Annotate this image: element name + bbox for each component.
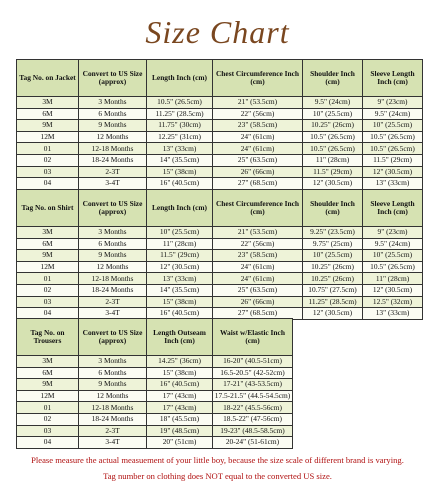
table-cell: 10.25" (26cm) bbox=[303, 273, 363, 285]
table-cell: 25" (63.5cm) bbox=[213, 284, 303, 296]
table-cell: 6M bbox=[17, 238, 79, 250]
table-cell: 18-24 Months bbox=[79, 413, 147, 425]
table-cell: 3-4T bbox=[79, 178, 147, 190]
column-header: Tag No. on Jacket bbox=[17, 60, 79, 97]
table-cell: 19-23" (48.5-58.5cm) bbox=[213, 425, 293, 437]
table-cell: 3 Months bbox=[79, 356, 147, 368]
table-cell: 01 bbox=[17, 273, 79, 285]
table-row bbox=[17, 143, 423, 155]
table-cell: 23" (58.5cm) bbox=[213, 250, 303, 262]
table-cell: 10.25" (26cm) bbox=[303, 261, 363, 273]
table-cell: 9 Months bbox=[79, 120, 147, 132]
shirt-header-row bbox=[17, 190, 423, 227]
column-header: Length Outseam Inch (cm) bbox=[147, 319, 213, 356]
table-cell: 11.75" (30cm) bbox=[147, 120, 213, 132]
table-cell: 12.5" (32cm) bbox=[363, 296, 423, 308]
trousers-size-table bbox=[16, 318, 293, 449]
table-cell: 6 Months bbox=[79, 108, 147, 120]
table-cell: 9.25" (23.5cm) bbox=[303, 227, 363, 239]
table-row bbox=[17, 97, 423, 109]
table-cell: 15" (38cm) bbox=[147, 166, 213, 178]
table-cell: 10.75" (27.5cm) bbox=[303, 284, 363, 296]
table-cell: 21" (53.5cm) bbox=[213, 97, 303, 109]
table-cell: 12" (30.5cm) bbox=[363, 166, 423, 178]
column-header: Sleeve Length Inch (cm) bbox=[363, 60, 423, 97]
table-cell: 11" (28cm) bbox=[147, 238, 213, 250]
table-cell: 9M bbox=[17, 120, 79, 132]
table-cell: 13" (33cm) bbox=[147, 143, 213, 155]
table-cell: 21" (53.5cm) bbox=[213, 227, 303, 239]
tag-size-note: Tag number on clothing does NOT equal to the converted US size. bbox=[103, 471, 332, 481]
table-cell: 10.5" (26.5cm) bbox=[363, 131, 423, 143]
table-cell: 12" (30.5cm) bbox=[363, 284, 423, 296]
table-cell: 2-3T bbox=[79, 296, 147, 308]
table-cell: 02 bbox=[17, 154, 79, 166]
table-cell: 17-21" (43-53.5cm) bbox=[213, 379, 293, 391]
table-cell: 12" (30.5cm) bbox=[303, 308, 363, 320]
table-cell: 22" (56cm) bbox=[213, 238, 303, 250]
table-cell: 26" (66cm) bbox=[213, 166, 303, 178]
table-cell: 24" (61cm) bbox=[213, 273, 303, 285]
table-cell: 11.5" (29cm) bbox=[363, 154, 423, 166]
table-row bbox=[17, 154, 423, 166]
table-cell: 19" (48.5cm) bbox=[147, 425, 213, 437]
table-cell: 17.5-21.5" (44.5-54.5cm) bbox=[213, 390, 293, 402]
table-cell: 10.5" (26.5cm) bbox=[147, 97, 213, 109]
table-row bbox=[17, 425, 293, 437]
table-cell: 01 bbox=[17, 402, 79, 414]
table-cell: 3-4T bbox=[79, 437, 147, 449]
table-row bbox=[17, 120, 423, 132]
table-cell: 9.5" (24cm) bbox=[363, 238, 423, 250]
table-cell: 9 Months bbox=[79, 250, 147, 262]
table-cell: 9M bbox=[17, 250, 79, 262]
table-cell: 27" (68.5cm) bbox=[213, 308, 303, 320]
column-header: Convert to US Size (approx) bbox=[79, 190, 147, 227]
trousers-header-row bbox=[17, 319, 293, 356]
table-cell: 6M bbox=[17, 108, 79, 120]
table-row bbox=[17, 402, 293, 414]
table-cell: 03 bbox=[17, 166, 79, 178]
table-cell: 20-24" (51-61cm) bbox=[213, 437, 293, 449]
table-cell: 9" (23cm) bbox=[363, 227, 423, 239]
table-cell: 12 Months bbox=[79, 261, 147, 273]
table-cell: 16" (40.5cm) bbox=[147, 379, 213, 391]
table-cell: 12 Months bbox=[79, 131, 147, 143]
table-cell: 11.25" (28.5cm) bbox=[147, 108, 213, 120]
table-row bbox=[17, 437, 293, 449]
table-cell: 6M bbox=[17, 367, 79, 379]
table-cell: 18" (45.5cm) bbox=[147, 413, 213, 425]
table-cell: 14" (35.5cm) bbox=[147, 284, 213, 296]
table-cell: 02 bbox=[17, 413, 79, 425]
measurement-note: Please measure the actual measuement of your little boy, because the size scale of different brand is varying. bbox=[31, 455, 404, 465]
column-header: Convert to US Size (approx) bbox=[79, 60, 147, 97]
table-cell: 15" (38cm) bbox=[147, 296, 213, 308]
table-cell: 03 bbox=[17, 296, 79, 308]
table-cell: 3M bbox=[17, 97, 79, 109]
table-cell: 9.5" (24cm) bbox=[303, 97, 363, 109]
table-cell: 3 Months bbox=[79, 97, 147, 109]
table-cell: 3M bbox=[17, 356, 79, 368]
table-cell: 3 Months bbox=[79, 227, 147, 239]
table-cell: 9 Months bbox=[79, 379, 147, 391]
table-cell: 10" (25.5cm) bbox=[363, 120, 423, 132]
table-cell: 9.5" (24cm) bbox=[363, 108, 423, 120]
table-cell: 12" (30.5cm) bbox=[147, 261, 213, 273]
table-cell: 11.5" (29cm) bbox=[147, 250, 213, 262]
column-header: Chest Circumference Inch (cm) bbox=[213, 190, 303, 227]
table-cell: 10" (25.5cm) bbox=[303, 250, 363, 262]
table-cell: 04 bbox=[17, 308, 79, 320]
table-cell: 18-24 Months bbox=[79, 284, 147, 296]
table-cell: 12 Months bbox=[79, 390, 147, 402]
table-cell: 18-24 Months bbox=[79, 154, 147, 166]
table-row bbox=[17, 131, 423, 143]
table-row bbox=[17, 108, 423, 120]
table-cell: 11" (28cm) bbox=[363, 273, 423, 285]
column-header: Waist w/Elastic Inch (cm) bbox=[213, 319, 293, 356]
table-row bbox=[17, 178, 423, 190]
table-cell: 2-3T bbox=[79, 166, 147, 178]
table-cell: 13" (33cm) bbox=[147, 273, 213, 285]
table-cell: 10" (25.5cm) bbox=[303, 108, 363, 120]
table-cell: 10.5" (26.5cm) bbox=[363, 261, 423, 273]
table-cell: 14" (35.5cm) bbox=[147, 154, 213, 166]
table-cell: 12-18 Months bbox=[79, 143, 147, 155]
table-row bbox=[17, 379, 293, 391]
table-row bbox=[17, 284, 423, 296]
table-cell: 13" (33cm) bbox=[363, 178, 423, 190]
table-row bbox=[17, 367, 293, 379]
table-cell: 27" (68.5cm) bbox=[213, 178, 303, 190]
table-cell: 2-3T bbox=[79, 425, 147, 437]
table-cell: 17" (43cm) bbox=[147, 390, 213, 402]
table-cell: 12M bbox=[17, 261, 79, 273]
table-row bbox=[17, 273, 423, 285]
table-cell: 10.5" (26.5cm) bbox=[303, 131, 363, 143]
table-cell: 16.5-20.5" (42-52cm) bbox=[213, 367, 293, 379]
table-cell: 24" (61cm) bbox=[213, 143, 303, 155]
table-cell: 9.75" (25cm) bbox=[303, 238, 363, 250]
table-cell: 20" (51cm) bbox=[147, 437, 213, 449]
table-cell: 6 Months bbox=[79, 238, 147, 250]
table-cell: 12-18 Months bbox=[79, 402, 147, 414]
column-header: Tag No. on Shirt bbox=[17, 190, 79, 227]
table-cell: 26" (66cm) bbox=[213, 296, 303, 308]
table-row bbox=[17, 250, 423, 262]
table-cell: 12M bbox=[17, 390, 79, 402]
table-cell: 10" (25.5cm) bbox=[363, 250, 423, 262]
column-header: Sleeve Length Inch (cm) bbox=[363, 190, 423, 227]
column-header: Length Inch (cm) bbox=[147, 190, 213, 227]
table-cell: 11" (28cm) bbox=[303, 154, 363, 166]
column-header: Length Inch (cm) bbox=[147, 60, 213, 97]
table-row bbox=[17, 390, 293, 402]
table-cell: 10.5" (26.5cm) bbox=[363, 143, 423, 155]
column-header: Chest Circumference Inch (cm) bbox=[213, 60, 303, 97]
table-cell: 13" (33cm) bbox=[363, 308, 423, 320]
jacket-header-row bbox=[17, 60, 423, 97]
shirt-size-table bbox=[16, 189, 423, 320]
table-cell: 04 bbox=[17, 178, 79, 190]
table-row bbox=[17, 238, 423, 250]
column-header: Shoulder Inch (cm) bbox=[303, 190, 363, 227]
table-cell: 04 bbox=[17, 437, 79, 449]
table-row bbox=[17, 413, 293, 425]
table-cell: 9M bbox=[17, 379, 79, 391]
table-cell: 18.5-22" (47-56cm) bbox=[213, 413, 293, 425]
table-cell: 10.25" (26cm) bbox=[303, 120, 363, 132]
column-header: Tag No. on Trousers bbox=[17, 319, 79, 356]
table-cell: 3M bbox=[17, 227, 79, 239]
table-cell: 10" (25.5cm) bbox=[147, 227, 213, 239]
table-row bbox=[17, 261, 423, 273]
table-cell: 22" (56cm) bbox=[213, 108, 303, 120]
table-row bbox=[17, 356, 293, 368]
table-row bbox=[17, 227, 423, 239]
size-chart-title: Size Chart bbox=[145, 14, 290, 50]
table-cell: 3-4T bbox=[79, 308, 147, 320]
table-cell: 16" (40.5cm) bbox=[147, 178, 213, 190]
table-cell: 9" (23cm) bbox=[363, 97, 423, 109]
table-cell: 25" (63.5cm) bbox=[213, 154, 303, 166]
table-cell: 23" (58.5cm) bbox=[213, 120, 303, 132]
table-row bbox=[17, 166, 423, 178]
table-cell: 12" (30.5cm) bbox=[303, 178, 363, 190]
table-cell: 18-22" (45.5-56cm) bbox=[213, 402, 293, 414]
table-cell: 24" (61cm) bbox=[213, 131, 303, 143]
jacket-size-table bbox=[16, 59, 423, 190]
table-cell: 11.5" (29cm) bbox=[303, 166, 363, 178]
table-cell: 12-18 Months bbox=[79, 273, 147, 285]
table-cell: 03 bbox=[17, 425, 79, 437]
table-cell: 14.25" (36cm) bbox=[147, 356, 213, 368]
table-cell: 01 bbox=[17, 143, 79, 155]
table-cell: 24" (61cm) bbox=[213, 261, 303, 273]
table-cell: 6 Months bbox=[79, 367, 147, 379]
table-cell: 16" (40.5cm) bbox=[147, 308, 213, 320]
table-row bbox=[17, 296, 423, 308]
table-cell: 15" (38cm) bbox=[147, 367, 213, 379]
column-header: Shoulder Inch (cm) bbox=[303, 60, 363, 97]
column-header: Convert to US Size (approx) bbox=[79, 319, 147, 356]
table-cell: 12M bbox=[17, 131, 79, 143]
table-cell: 12.25" (31cm) bbox=[147, 131, 213, 143]
table-cell: 10.5" (26.5cm) bbox=[303, 143, 363, 155]
table-cell: 02 bbox=[17, 284, 79, 296]
table-cell: 11.25" (28.5cm) bbox=[303, 296, 363, 308]
table-cell: 16-20" (40.5-51cm) bbox=[213, 356, 293, 368]
table-cell: 17" (43cm) bbox=[147, 402, 213, 414]
